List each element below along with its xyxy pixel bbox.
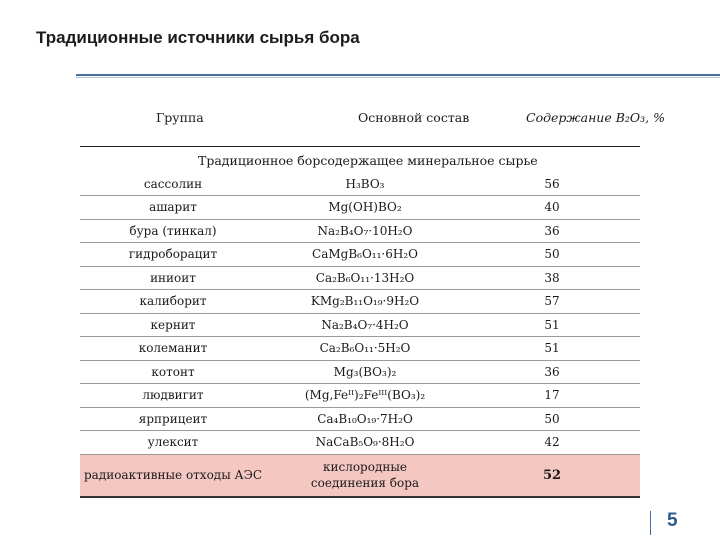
table-row [80, 290, 640, 314]
mineral-formula: Ca₂B₆O₁₁·5H₂O [266, 337, 464, 361]
waste-composition [266, 454, 464, 497]
minerals-table [80, 172, 640, 498]
mineral-b2o3-content: 36 [464, 360, 640, 384]
mineral-b2o3-content: 40 [464, 196, 640, 220]
mineral-b2o3-content: 51 [464, 313, 640, 337]
column-header-composition: Основной состав [358, 110, 470, 125]
mineral-b2o3-content: 50 [464, 243, 640, 267]
mineral-formula: CaMgB₆O₁₁·6H₂O [266, 243, 464, 267]
mineral-name: колеманит [80, 337, 266, 361]
mineral-name: ярприцеит [80, 407, 266, 431]
mineral-b2o3-content: 51 [464, 337, 640, 361]
table-row [80, 313, 640, 337]
mineral-formula: KMg₂B₁₁O₁₉·9H₂O [266, 290, 464, 314]
page-number: 5 [667, 510, 678, 531]
mineral-name: ашарит [80, 196, 266, 220]
mineral-b2o3-content: 36 [464, 219, 640, 243]
mineral-formula: Na₂B₄O₇·4H₂O [266, 313, 464, 337]
mineral-name: калиборит [80, 290, 266, 314]
table-row [80, 243, 640, 267]
table-row [80, 196, 640, 220]
mineral-b2o3-content: 17 [464, 384, 640, 408]
waste-b2o3-content: 52 [464, 454, 640, 497]
mineral-b2o3-content: 38 [464, 266, 640, 290]
table-row [80, 172, 640, 196]
section-label: Традиционное борсодержащее минеральное сырье [198, 153, 538, 168]
table-row [80, 384, 640, 408]
table-row [80, 337, 640, 361]
title-divider-shadow [76, 77, 720, 78]
table-top-border [80, 146, 640, 147]
page-number-divider [650, 511, 651, 535]
mineral-name: иниоит [80, 266, 266, 290]
mineral-formula: Mg₃(BO₃)₂ [266, 360, 464, 384]
mineral-b2o3-content: 42 [464, 431, 640, 455]
mineral-name: бура (тинкал) [80, 219, 266, 243]
mineral-b2o3-content: 57 [464, 290, 640, 314]
mineral-formula: (Mg,Feᴵᴵ)₂Feᴵᴵᴵ(BO₃)₂ [266, 384, 464, 408]
mineral-name: гидроборацит [80, 243, 266, 267]
title-divider [76, 74, 720, 76]
mineral-formula: H₃BO₃ [266, 172, 464, 196]
table-row [80, 266, 640, 290]
mineral-formula: Ca₄B₁₀O₁₉·7H₂O [266, 407, 464, 431]
waste-composition-line-1: кислородные [322, 460, 407, 475]
mineral-formula: Ca₂B₆O₁₁·13H₂O [266, 266, 464, 290]
mineral-b2o3-content: 50 [464, 407, 640, 431]
waste-composition-line-2: соединения бора [310, 476, 420, 491]
mineral-name: котонт [80, 360, 266, 384]
table-row [80, 360, 640, 384]
mineral-formula: Mg(OH)BO₂ [266, 196, 464, 220]
mineral-name: сассолин [80, 172, 266, 196]
mineral-formula: NaCaB₅O₉·8H₂O [266, 431, 464, 455]
highlighted-row [80, 454, 640, 497]
mineral-b2o3-content: 56 [464, 172, 640, 196]
column-header-group: Группа [156, 110, 204, 125]
table-row [80, 219, 640, 243]
mineral-name: улексит [80, 431, 266, 455]
mineral-formula: Na₂B₄O₇·10H₂O [266, 219, 464, 243]
table-row [80, 407, 640, 431]
mineral-name: людвигит [80, 384, 266, 408]
minerals-table-body [80, 172, 640, 497]
table-row [80, 431, 640, 455]
column-header-content: Содержание B₂O₃, % [526, 110, 666, 125]
waste-name: радиоактивные отходы АЭС [80, 454, 266, 497]
slide-title: Традиционные источники сырья бора [36, 28, 360, 47]
mineral-name: кернит [80, 313, 266, 337]
